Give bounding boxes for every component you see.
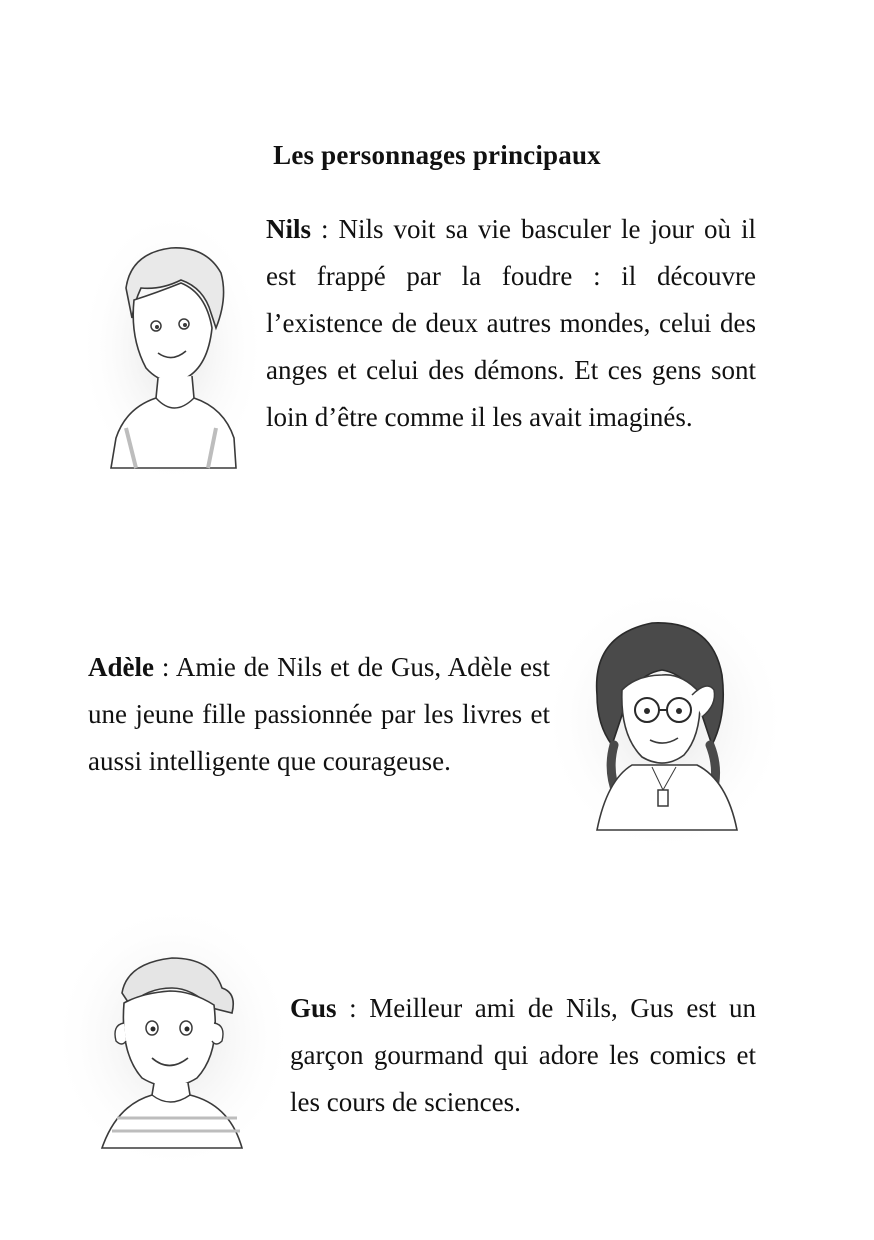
character-name-adele: Adèle — [88, 652, 154, 682]
name-separator: : — [336, 993, 370, 1023]
description-text: Amie de Nils et de Gus, Adèle est une jeune fille passionnée par les livres et aussi intelligente que courageuse. — [88, 652, 550, 776]
character-description-gus — [290, 985, 756, 1126]
page-title: Les personnages principaux — [273, 140, 601, 170]
character-name-nils: Nils — [266, 214, 312, 244]
description-text: Nils voit sa vie basculer le jour où il est frappé par la foudre : il découvre l’existence de deux autres mondes, celui des anges et celui des démons. Et ces gens sont loin d’être comme il les avait imaginés. — [266, 214, 756, 432]
character-description-nils — [266, 206, 756, 441]
gus-portrait-illustration — [62, 913, 284, 1163]
name-separator: : — [311, 214, 339, 244]
character-description-adele — [88, 644, 550, 785]
character-name-gus: Gus — [290, 993, 337, 1023]
description-text: Meilleur ami de Nils, Gus est un garçon gourmand qui adore les comics et les cours de sciences. — [290, 993, 756, 1117]
nils-sketch — [86, 218, 258, 480]
gus-sketch — [62, 913, 284, 1163]
adele-sketch — [552, 595, 778, 845]
name-separator: : — [153, 652, 176, 682]
adele-portrait-illustration — [552, 595, 778, 845]
nils-portrait-illustration — [86, 218, 258, 480]
